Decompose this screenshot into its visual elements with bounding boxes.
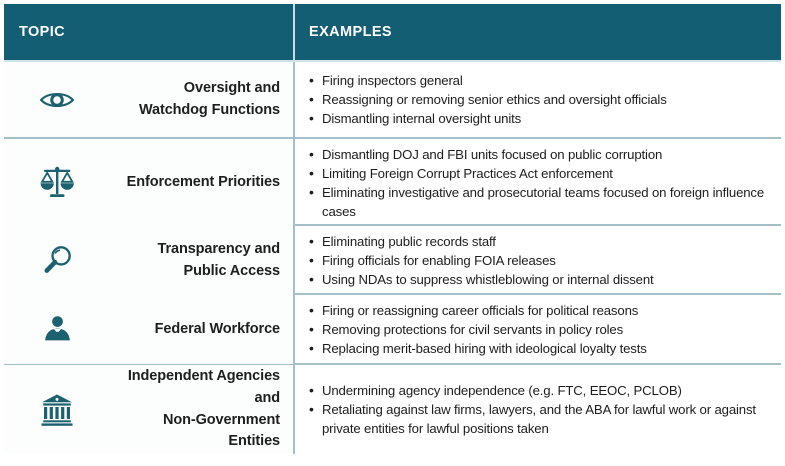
example-item: • Retaliating against law firms, lawyers, and the ABA for lawful work or against private entities for lawful positions taken: [308, 400, 773, 438]
magnifier-icon: [4, 244, 110, 277]
topic-title: Federal Workforce: [154, 320, 280, 337]
examples-list: [308, 381, 773, 438]
example-item: • Dismantling internal oversight units: [308, 109, 667, 128]
topic-cell-enforcement: [4, 139, 293, 228]
topic-examples-table: [4, 4, 781, 454]
table-row: [4, 363, 781, 454]
table-header: [4, 4, 781, 62]
bank-icon: [4, 393, 110, 426]
example-item: • Eliminating public records staff: [308, 232, 654, 251]
examples-cell: [293, 295, 781, 364]
eye-icon: [4, 88, 110, 112]
examples-cell: [293, 226, 781, 295]
topic-title: Enforcement Priorities: [126, 174, 280, 191]
example-item: • Removing protections for civil servants in policy roles: [308, 320, 647, 339]
example-item: • Undermining agency independence (e.g. FTC, EEOC, PCLOB): [308, 381, 773, 400]
example-item: • Eliminating investigative and prosecutorial teams focused on foreign influence cases: [308, 183, 773, 221]
topic-title: Transparency and Public Access: [157, 240, 280, 279]
example-item: • Firing officials for enabling FOIA releases: [308, 251, 654, 270]
examples-list: [308, 145, 773, 222]
topic-cell-independent-agencies: [4, 365, 293, 454]
examples-cell: [293, 139, 781, 228]
examples-list: [308, 232, 654, 289]
example-item: • Replacing merit-based hiring with ideological loyalty tests: [308, 339, 647, 358]
header-topic: TOPIC: [19, 24, 66, 40]
example-item: • Dismantling DOJ and FBI units focused on public corruption: [308, 145, 773, 164]
topic-title: Oversight and Watchdog Functions: [138, 79, 280, 118]
person-icon: [4, 314, 110, 345]
example-item: • Firing or reassigning career officials for political reasons: [308, 301, 647, 320]
table-row: [4, 62, 781, 137]
example-item: • Firing inspectors general: [308, 71, 667, 90]
scales-icon: [4, 166, 110, 200]
example-item: • Limiting Foreign Corrupt Practices Act enforcement: [308, 164, 773, 183]
topic-title: Independent Agencies and Non-Government Entities: [127, 368, 280, 450]
example-item: • Using NDAs to suppress whistleblowing or internal dissent: [308, 270, 654, 289]
topic-cell-transparency: [4, 226, 293, 295]
example-item: • Reassigning or removing senior ethics and oversight officials: [308, 90, 667, 109]
table-row: [4, 137, 781, 224]
topic-cell-workforce: [4, 295, 293, 364]
examples-list: [308, 71, 667, 128]
header-examples: EXAMPLES: [293, 4, 781, 60]
table-row: [4, 293, 781, 363]
table-row: [4, 224, 781, 293]
examples-list: [308, 301, 647, 358]
topic-cell-oversight: [4, 62, 293, 137]
examples-cell: [293, 62, 781, 137]
examples-cell: [293, 365, 781, 454]
